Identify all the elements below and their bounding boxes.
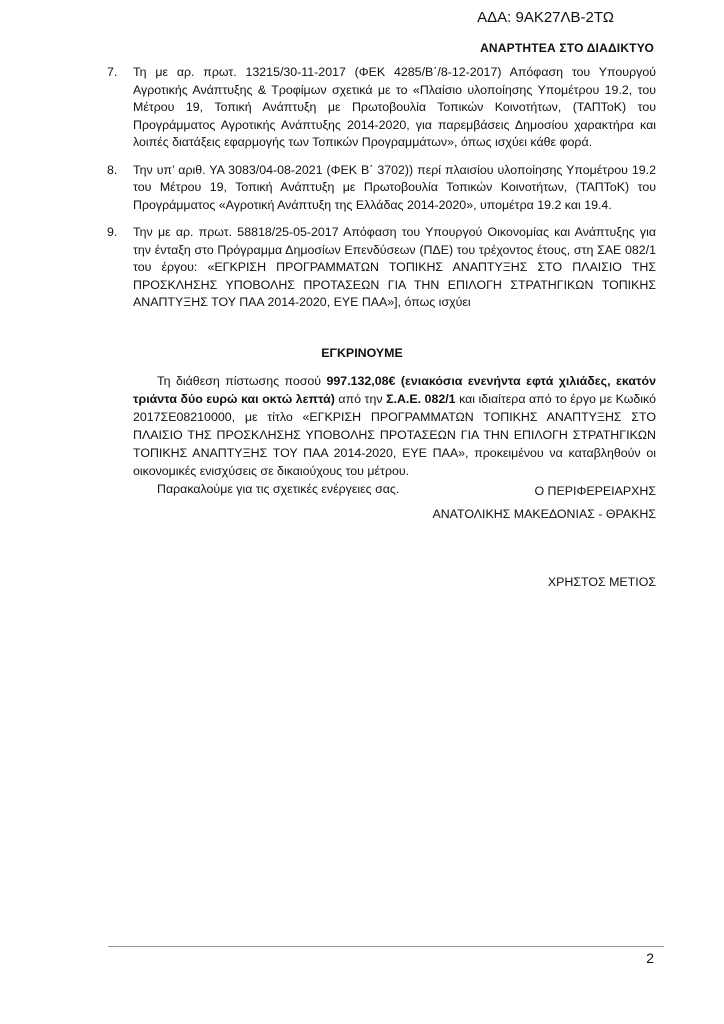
signatory-region: ΑΝΑΤΟΛΙΚΗΣ ΜΑΚΕΔΟΝΙΑΣ - ΘΡΑΚΗΣ bbox=[432, 507, 656, 521]
footer-divider bbox=[108, 946, 664, 947]
list-item-number: 9. bbox=[107, 225, 118, 239]
list-item bbox=[107, 162, 656, 215]
list-item-text: Την υπ’ αριθ. ΥΑ 3083/04-08-2021 (ΦΕΚ Β΄ 3702)) περί πλαισίου υλοποίησης Υπομέτρου 19.2 του Μέτρου 19, Τοπική Ανάπτυξη με Πρωτοβουλία Τοπικών Κοινοτήτων, (ΤΑΠΤοΚ) του Προγράμματος «Αγροτική Ανάπτυξη της Ελλάδας 2014-2020», υπομέτρα 19.2 και 19.4. bbox=[133, 162, 656, 212]
list-item-number: 7. bbox=[107, 65, 118, 79]
list-item bbox=[107, 64, 656, 152]
signatory-title: Ο ΠΕΡΙΦΕΡΕΙΑΡΧΗΣ bbox=[534, 484, 656, 498]
decision-text: από την bbox=[334, 392, 387, 406]
list-item-text: Τη με αρ. πρωτ. 13215/30-11-2017 (ΦΕΚ 4285/Β΄/8-12-2017) Απόφαση του Υπουργού Αγροτικής Ανάπτυξης & Τροφίμων σχετικά με το «Πλαίσιο υλοποίησης Υπομέτρου 19.2, του Μέτρου 19, Τοπική Ανάπτυξη με Πρωτοβουλία Τοπικών Κοινοτήτων, (ΤΑΠΤοΚ) του Προγράμματος Αγροτικής Ανάπτυξης 2014-2020, για παρεμβάσεις Δημοσίου χαρακτήρα και λοιπές διατάξεις εφαρμογής των Τοπικών Προγραμμάτων», όπως ισχύει κάθε φορά. bbox=[133, 65, 656, 149]
ada-code: ΑΔΑ: 9ΑΚ27ΛΒ-2ΤΩ bbox=[477, 9, 614, 26]
decision-heading: ΕΓΚΡΙΝΟΥΜΕ bbox=[321, 346, 403, 360]
sae-code: Σ.Α.Ε. 082/1 bbox=[386, 392, 456, 406]
request-paragraph: Παρακαλούμε για τις σχετικές ενέργειες σας. bbox=[157, 482, 400, 496]
signatory-name: ΧΡΗΣΤΟΣ ΜΕΤΙΟΣ bbox=[547, 575, 656, 589]
list-item bbox=[107, 224, 656, 312]
publish-notice: ΑΝΑΡΤΗΤΕΑ ΣΤΟ ΔΙΑΔΙΚΤΥΟ bbox=[480, 41, 654, 55]
decision-text: Τη διάθεση πίστωσης ποσού bbox=[157, 374, 327, 388]
decision-text: και ιδιαίτερα από το έργο με Κωδικό 2017ΣΕ08210000, με τίτλο «ΕΓΚΡΙΣΗ ΠΡΟΓΡΑΜΜΑΤΩΝ ΤΟΠΙΚΗΣ ΑΝΑΠΤΥΞΗΣ ΣΤΟ ΠΛΑΙΣΙΟ ΤΗΣ ΠΡΟΣΚΛΗΣΗΣ ΥΠΟΒΟΛΗΣ ΠΡΟΤΑΣΕΩΝ ΓΙΑ ΤΗΝ ΕΠΙΛΟΓΗ ΣΤΡΑΤΗΓΙΚΩΝ ΤΟΠΙΚΗΣ ΑΝΑΠΤΥΞΗΣ ΤΟΥ ΠΑΑ 2014-2020, ΕΥΕ ΠΑΑ», προκειμένου να καταβληθούν οι οικονομικές ενισχύσεις σε δικαιούχους του μέτρου. bbox=[133, 392, 656, 478]
page-number: 2 bbox=[646, 950, 654, 966]
decision-body bbox=[133, 372, 656, 498]
list-item-text: Την με αρ. πρωτ. 58818/25-05-2017 Απόφαση του Υπουργού Οικονομίας και Ανάπτυξης για την ένταξη στο Πρόγραμμα Δημοσίων Επενδύσεων (ΠΔΕ) του τρέχοντος έτους, στη ΣΑΕ 082/1 του έργου: «ΕΓΚΡΙΣΗ ΠΡΟΓΡΑΜΜΑΤΩΝ ΤΟΠΙΚΗΣ ΑΝΑΠΤΥΞΗΣ ΣΤΟ ΠΛΑΙΣΙΟ ΤΗΣ ΠΡΟΣΚΛΗΣΗΣ ΥΠΟΒΟΛΗΣ ΠΡΟΤΑΣΕΩΝ ΓΙΑ ΤΗΝ ΕΠΙΛΟΓΗ ΣΤΡΑΤΗΓΙΚΩΝ ΤΟΠΙΚΗΣ ΑΝΑΠΤΥΞΗΣ ΤΟΥ ΠΑΑ 2014-2020, ΕΥΕ ΠΑΑ»], όπως ισχύει bbox=[133, 225, 656, 309]
decision-paragraph bbox=[133, 372, 656, 480]
legal-references-list bbox=[107, 64, 656, 322]
list-item-number: 8. bbox=[107, 162, 118, 177]
credit-amount: 997.132,08€ (ενιακόσια ενενήντα εφτά χιλιάδες, εκατόν τριάντα δύο ευρώ και οκτώ λεπτά) bbox=[133, 374, 656, 406]
